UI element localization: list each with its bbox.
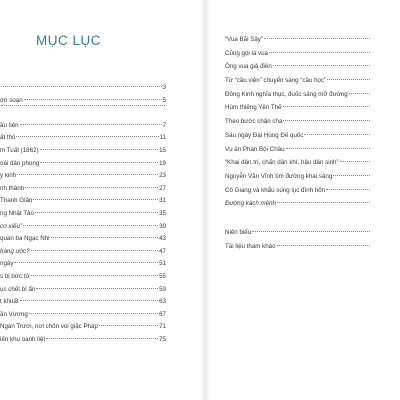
toc-dot-leader xyxy=(33,199,158,200)
toc-dot-leader xyxy=(304,134,370,135)
toc-dot-leader xyxy=(14,262,158,263)
left-toc-entry[interactable] xyxy=(0,82,166,95)
toc-dot-leader xyxy=(1,105,165,106)
toc-entry-title: ầu tiên xyxy=(0,121,19,129)
right-toc-entry[interactable] xyxy=(225,197,371,211)
toc-entry-title: iến khu oanh liệt xyxy=(0,335,46,343)
toc-page-number: 35 xyxy=(159,209,166,217)
toc-dot-leader xyxy=(264,38,370,39)
toc-dot-leader xyxy=(25,187,158,188)
left-toc-entry[interactable] xyxy=(0,258,166,271)
toc-entry-title: y kinh xyxy=(0,172,17,180)
toc-entry-title: ng Nhật Tảo xyxy=(0,209,34,217)
toc-dot-leader xyxy=(273,65,370,66)
toc-entry-title: Nguyễn Văn Vĩnh tìm đường khai sáng xyxy=(225,172,333,180)
right-toc-entry[interactable] xyxy=(225,156,371,170)
right-toc-entry[interactable] xyxy=(225,88,371,102)
toc-entry-title: ần Vương xyxy=(0,310,28,318)
toc-dot-leader xyxy=(40,162,158,163)
toc-dot-leader xyxy=(17,174,158,175)
toc-page-number: 55 xyxy=(159,272,166,280)
toc-page-number: 23 xyxy=(159,172,166,180)
toc-entry-title: “Vua Bãi Sậy” xyxy=(225,36,263,43)
left-toc-entry[interactable] xyxy=(0,233,166,246)
left-toc-entry[interactable] xyxy=(0,284,166,297)
toc-dot-leader xyxy=(36,288,158,289)
toc-dot-leader xyxy=(31,275,159,276)
toc-dot-leader xyxy=(283,120,370,121)
toc-entry-title: Đường kách mệnh xyxy=(225,200,276,208)
right-toc-entry[interactable] xyxy=(225,184,371,198)
toc-dot-leader xyxy=(20,124,162,125)
toc-page-number: 71 xyxy=(159,323,166,331)
toc-dot-leader xyxy=(277,245,370,246)
toc-page-number: 5 xyxy=(162,96,166,104)
toc-dot-leader xyxy=(40,149,159,150)
toc-page-number: 67 xyxy=(159,310,166,318)
left-toc-entry[interactable] xyxy=(0,145,166,158)
toc-entry-title: Hùm thiêng Yên Thế xyxy=(225,104,282,112)
toc-entry-title: ất thủ xyxy=(0,134,16,142)
toc-page-number: 63 xyxy=(159,298,166,306)
toc-entry-title: s bị bức tử xyxy=(0,272,30,280)
toc-entry-title: Niên biểu xyxy=(225,228,252,236)
left-toc-entry[interactable] xyxy=(0,321,166,334)
right-toc-entry[interactable] xyxy=(225,33,371,47)
toc-dot-leader xyxy=(333,175,370,176)
toc-page-number: 11 xyxy=(159,134,166,142)
left-toc-entry[interactable] xyxy=(0,107,166,120)
right-toc-entry[interactable] xyxy=(225,47,371,61)
toc-entry-title: ục chết bí ẩn xyxy=(0,285,36,293)
toc-entry-title: Cô Giang và khẩu súng lục đình hôn xyxy=(225,186,326,194)
left-toc-entry[interactable] xyxy=(0,195,166,208)
toc-gap xyxy=(225,211,371,226)
toc-entry-title: nh thành xyxy=(0,184,25,192)
toc-dot-leader xyxy=(349,93,370,94)
toc-page-number: 3 xyxy=(162,84,166,91)
toc-entry-title: Sáu ngày Đại Hùng Đế quốc xyxy=(225,131,304,139)
toc-entry-title: cơ xiếu” xyxy=(0,222,22,230)
toc-dot-leader xyxy=(31,250,158,251)
toc-entry-title: “Khai dân trí, chấn dân khí, hậu dân sinh” xyxy=(225,159,339,167)
right-toc-entry[interactable] xyxy=(225,240,371,254)
toc-entry-title: Theo bước chân cha xyxy=(225,118,283,126)
toc-entry-title: Tài liệu tham khảo xyxy=(225,242,276,250)
toc-dot-leader xyxy=(269,52,370,53)
toc-entry-title: quan ba Ngạc Nhi xyxy=(0,235,50,243)
toc-page-number: 47 xyxy=(159,247,166,255)
right-toc-entry[interactable] xyxy=(225,60,371,74)
left-toc-list xyxy=(0,82,166,346)
toc-page-number: 15 xyxy=(159,146,166,154)
toc-dot-leader xyxy=(16,136,158,137)
left-toc-entry[interactable] xyxy=(0,158,166,171)
toc-entry-title: Thanh Giản xyxy=(0,197,33,205)
toc-dot-leader xyxy=(24,99,162,100)
toc-entry-title: m Tuất (1862) xyxy=(0,146,39,154)
toc-entry-title: Ông vua giả điên xyxy=(225,63,272,71)
left-toc-entry[interactable] xyxy=(0,120,166,133)
left-toc-entry[interactable] xyxy=(0,309,166,322)
toc-page-number: 59 xyxy=(159,285,166,293)
left-toc-entry[interactable] xyxy=(0,183,166,196)
toc-entry-title: Ngàn Trươi, nơi chôn vùi giặc Pháp xyxy=(0,323,98,331)
toc-dot-leader xyxy=(327,79,370,80)
toc-entry-title: ngày xyxy=(0,260,14,268)
left-toc-entry[interactable] xyxy=(0,296,166,309)
right-toc-entry[interactable] xyxy=(225,101,371,115)
toc-entry-title: Từ “cầu viện” chuyển sang “cầu học” xyxy=(225,77,327,85)
toc-dot-leader xyxy=(51,237,159,238)
toc-entry-title: ơn soạn xyxy=(0,96,23,104)
toc-dot-leader xyxy=(286,148,370,149)
toc-page-number: 75 xyxy=(159,335,166,343)
book-gutter xyxy=(200,0,212,400)
left-toc-entry[interactable] xyxy=(0,221,166,234)
right-toc-entry[interactable] xyxy=(225,226,371,240)
toc-dot-leader xyxy=(29,313,158,314)
toc-dot-leader xyxy=(340,161,370,162)
right-toc-entry[interactable] xyxy=(225,129,371,143)
right-toc-entry[interactable] xyxy=(225,115,371,129)
toc-page-number: 27 xyxy=(159,184,166,192)
toc-page-number: 31 xyxy=(159,197,166,205)
toc-entry-title: Cũng gọi là vua xyxy=(225,49,268,57)
toc-dot-leader xyxy=(277,202,370,203)
left-toc-entry[interactable] xyxy=(0,246,166,259)
toc-dot-leader xyxy=(46,338,158,339)
right-toc-entry[interactable] xyxy=(225,143,371,157)
toc-page-number: 51 xyxy=(159,260,166,268)
page-title: MỤC LỤC xyxy=(36,33,102,48)
left-toc-entry[interactable] xyxy=(0,208,166,221)
toc-entry-title: t khuất xyxy=(0,298,19,306)
toc-entry-title: hàng ước? xyxy=(0,247,30,255)
toc-dot-leader xyxy=(20,300,159,301)
toc-dot-leader xyxy=(35,212,158,213)
left-toc-entry[interactable] xyxy=(0,334,166,347)
toc-dot-leader xyxy=(23,225,158,226)
right-toc-entry[interactable] xyxy=(225,170,371,184)
toc-page-number: 43 xyxy=(159,235,166,243)
left-toc-entry[interactable] xyxy=(0,271,166,284)
toc-dot-leader xyxy=(99,325,158,326)
toc-page-number: 19 xyxy=(159,159,166,167)
right-toc-entry[interactable] xyxy=(225,74,371,88)
right-toc-list xyxy=(225,33,371,253)
toc-entry-title: Vụ án Phan Bội Châu xyxy=(225,145,285,153)
toc-entry-title: Đông Kinh nghĩa thục, đuốc sáng mở đường xyxy=(225,90,348,98)
toc-dot-leader xyxy=(252,231,370,232)
toc-dot-leader xyxy=(283,106,370,107)
toc-dot-leader xyxy=(326,189,370,190)
left-toc-entry[interactable] xyxy=(0,132,166,145)
toc-page-number: 7 xyxy=(162,121,166,129)
toc-dot-leader xyxy=(1,86,162,87)
left-toc-entry[interactable] xyxy=(0,170,166,183)
toc-entry-title: oái dân phong xyxy=(0,159,40,167)
toc-page-number: 39 xyxy=(159,222,166,230)
